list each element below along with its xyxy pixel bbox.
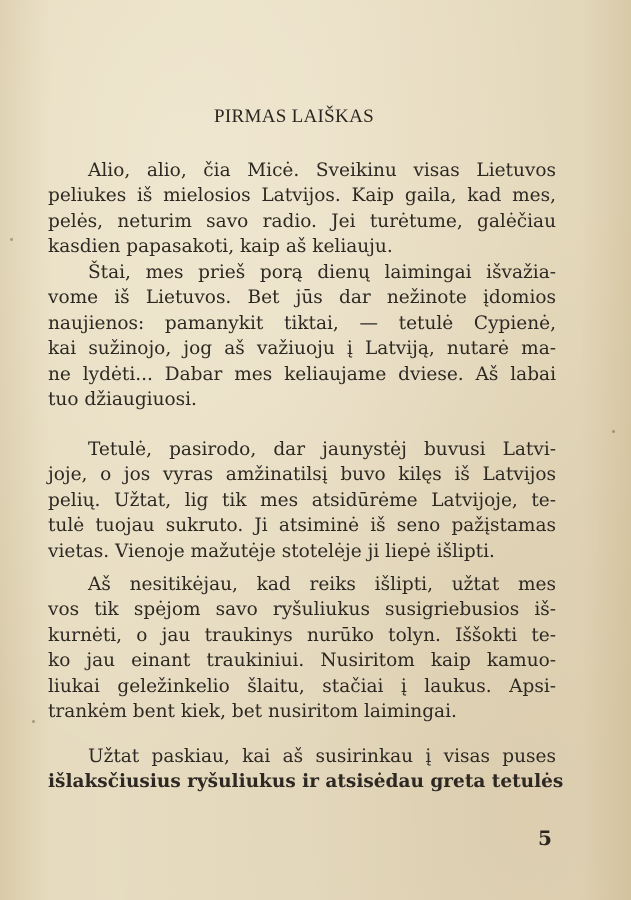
text-line: naujienos: pamanykit tiktai, — tetulė Cypienė, <box>48 312 556 334</box>
text-line: liukai geležinkelio šlaitu, stačiai į laukus. Apsi- <box>48 675 556 697</box>
text-line: Štai, mes prieš porą dienų laimingai išvažia- <box>88 262 556 283</box>
text-line: Užtat paskiau, kai aš susirinkau į visas puses <box>88 746 556 767</box>
paragraph-2 <box>48 260 556 412</box>
text-line: Aš nesitikėjau, kad reiks išlipti, užtat mes <box>88 574 556 595</box>
page-number: 5 <box>538 826 552 850</box>
paper-speck <box>612 430 615 433</box>
paper-speck <box>10 238 13 241</box>
paragraph-5 <box>48 744 564 795</box>
paragraph-1 <box>48 158 556 260</box>
text-line: kurnėti, o jau traukinys nurūko tolyn. Iššokti te- <box>48 624 556 646</box>
text-line: vietas. Vienoje mažutėje stotelėje ji liepė išlipti. <box>48 540 495 562</box>
chapter-title: PIRMAS LAIŠKAS <box>214 106 374 127</box>
paper-speck <box>32 720 35 723</box>
text-line: kasdien papasakoti, kaip aš keliauju. <box>48 236 393 258</box>
text-line: vos tik spėjom savo ryšuliukus susigriebusios iš- <box>48 599 556 621</box>
text-line: išlaksčiusius ryšuliukus ir atsisėdau greta tetulės <box>48 771 564 793</box>
text-line: tulė tuojau sukruto. Ji atsiminė iš seno pažįstamas <box>48 515 556 537</box>
text-line: pelių. Užtat, lig tik mes atsidūrėme Latvijoje, te- <box>48 489 556 511</box>
text-line: Alio, alio, čia Micė. Sveikinu visas Lietuvos <box>88 160 556 181</box>
text-line: ko jau einant traukiniui. Nusiritom kaip kamuo- <box>48 650 556 672</box>
paragraph-4 <box>48 572 556 724</box>
text-line: joje, o jos vyras amžinatilsį buvo kilęs iš Latvijos <box>48 464 556 486</box>
text-line: kai sužinojo, jog aš važiuoju į Latviją, nutarė ma- <box>48 338 556 360</box>
text-line: trankėm bent kiek, bet nusiritom laimingai. <box>48 700 457 722</box>
paragraph-3 <box>48 437 556 564</box>
text-line: ne lydėti... Dabar mes keliaujame dviese. Aš labai <box>48 363 556 385</box>
text-line: Tetulė, pasirodo, dar jaunystėj buvusi Latvi- <box>88 439 556 460</box>
text-line: tuo džiaugiuosi. <box>48 388 197 410</box>
text-line: vome iš Lietuvos. Bet jūs dar nežinote įdomios <box>48 287 556 309</box>
text-line: pelės, neturim savo radio. Jei turėtume, galėčiau <box>48 210 556 232</box>
text-line: peliukes iš mielosios Latvijos. Kaip gaila, kad mes, <box>48 185 556 207</box>
